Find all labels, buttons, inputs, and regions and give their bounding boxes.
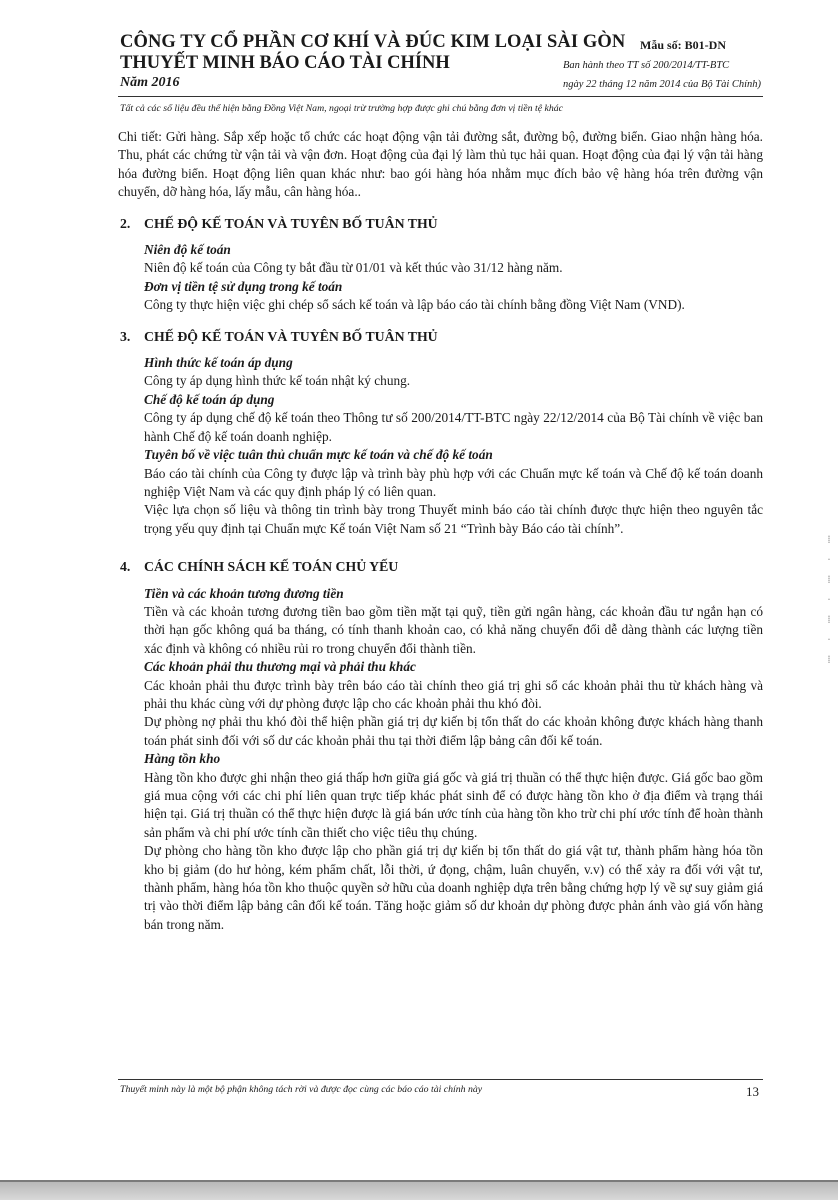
paragraph: Công ty áp dụng hình thức kế toán nhật ký chung. [144,373,411,389]
subsection-title: Các khoản phải thu thương mại và phải thu khác [144,659,416,675]
paragraph: Công ty áp dụng chế độ kế toán theo Thông tư số 200/2014/TT-BTC ngày 22/12/2014 của Bộ Tài chính về việc ban hành Chế độ kế toán doanh nghiệp. [144,410,763,444]
footer-divider [118,1079,763,1080]
subsection-title: Đơn vị tiền tệ sử dụng trong kế toán [144,278,343,294]
form-code: Mẫu số: B01-DN [640,38,726,52]
page-number: 13 [746,1084,759,1099]
paragraph: Việc lựa chọn số liệu và thông tin trình bày trong Thuyết minh báo cáo tài chính được thực hiện theo nguyên tắc trọng yếu quy định tại Chuẩn mực Kế toán Việt Nam số 21 “Trình bày Báo cáo tài chính”. [144,502,763,536]
section-2-heading [118,215,763,233]
paragraph: Dự phòng nợ phải thu khó đòi thể hiện phần giá trị dự kiến bị tổn thất do các khoản không được khách hàng thanh toán phát sinh đối với số dư các khoản phải thu tại thời điểm lập bảng cân đối kế toán. [144,714,763,748]
subsection-title: Niên độ kế toán [144,242,231,258]
paragraph: Niên độ kế toán của Công ty bắt đầu từ 01/01 và kết thúc vào 31/12 hàng năm. [144,260,563,276]
document-body [118,128,763,934]
intro-paragraph: Chi tiết: Gửi hàng. Sắp xếp hoặc tổ chức các hoạt động vận tải đường sắt, đường bộ, đường biển. Giao nhận hàng hóa. Thu, phát các chứng từ vận tải và vận đơn. Hoạt động của đại lý làm thủ tục hải quan. Hoạt động của đại lý vận tải hàng hóa đường biển. Hoạt động liên quan khác như: bao gói hàng hóa nhằm mục đích bảo vệ hàng hóa trên đường vận chuyển, dỡ hàng hóa, lấy mẫu, cân hàng hóa.. [118,129,763,200]
issued-by-line-2: ngày 22 tháng 12 năm 2014 của Bộ Tài Chính) [563,79,762,90]
report-title: THUYẾT MINH BÁO CÁO TÀI CHÍNH [120,53,450,73]
paragraph: Báo cáo tài chính của Công ty được lập và trình bày phù hợp với các Chuẩn mực kế toán và Chế độ kế toán doanh nghiệp Việt Nam và các quy định pháp lý có liên quan. [144,465,763,499]
section-number: 2. [120,215,131,231]
currency-note: Tất cả các số liệu đều thể hiện bằng Đồng Việt Nam, ngoại trừ trường hợp được ghi chú bằng đơn vị tiền tệ khác [120,103,563,114]
paragraph: Công ty thực hiện việc ghi chép sổ sách kế toán và lập báo cáo tài chính bằng đồng Việt Nam (VND). [144,297,685,313]
section-title: CHẾ ĐỘ KẾ TOÁN VÀ TUYÊN BỐ TUÂN THỦ [144,215,438,231]
section-title: CÁC CHÍNH SÁCH KẾ TOÁN CHỦ YẾU [144,559,399,575]
paragraph: Tiền và các khoản tương đương tiền bao gồm tiền mặt tại quỹ, tiền gửi ngân hàng, các khoản đầu tư ngắn hạn có thời hạn gốc không quá ba tháng, có tính thanh khoản cao, có khả năng chuyển đổi dễ dàng thành các lượng tiền xác định và không có nhiều rủi ro trong chuyển đổi thành tiền. [144,603,763,656]
issued-by-line-1: Ban hành theo TT số 200/2014/TT-BTC [563,60,730,71]
report-year: Năm 2016 [120,75,180,90]
subsection-title: Hình thức kế toán áp dụng [144,355,293,371]
section-3-heading [118,328,763,346]
section-4-heading [118,558,763,576]
subsection-title: Tuyên bố về việc tuân thủ chuẩn mực kế toán và chế độ kế toán [144,447,493,463]
section-number: 4. [120,559,131,575]
section-title: CHẾ ĐỘ KẾ TOÁN VÀ TUYÊN BỐ TUÂN THỦ [144,328,438,344]
footer-note: Thuyết minh này là một bộ phận không tách rời và được đọc cùng các báo cáo tài chính này [120,1084,483,1095]
scan-bottom-edge [0,1182,838,1200]
paragraph: Các khoản phải thu được trình bày trên báo cáo tài chính theo giá trị ghi sổ các khoản phải thu từ khách hàng và phải thu khác cùng với dự phòng được lập cho các khoản phải thu khó đòi. [144,677,763,711]
paragraph: Dự phòng cho hàng tồn kho được lập cho phần giá trị dự kiến bị tổn thất do giá vật tư, thành phẩm hàng hóa tồn kho bị giảm (do hư hỏng, kém phẩm chất, lỗi thời, ứ đọng, chậm, luân chuyển, v.v) có thể xảy ra đối với vật tư, thành phẩm, hàng hóa tồn kho thuộc quyền sở hữu của doanh nghiệp dựa trên bằng chứng hợp lý về sự suy giảm giá trị vào thời điểm lập bảng cân đối kế toán. Tăng hoặc giảm số dư khoản dự phòng được phản ánh vào giá vốn hàng bán trong năm. [144,843,763,932]
company-name: CÔNG TY CỔ PHẦN CƠ KHÍ VÀ ĐÚC KIM LOẠI SÀI GÒN [120,32,626,52]
scan-margin-marks: ⁞ · ⁞ · ⁞ · ⁞ [827,533,831,666]
subsection-title: Chế độ kế toán áp dụng [144,391,275,407]
subsection-title: Tiền và các khoản tương đương tiền [144,585,344,601]
section-number: 3. [120,328,131,344]
paragraph: Hàng tồn kho được ghi nhận theo giá thấp hơn giữa giá gốc và giá trị thuần có thể thực hiện được. Giá gốc bao gồm giá mua cộng với các chi phí liên quan trực tiếp khác phát sinh để có được hàng tồn kho ở địa điểm và trạng thái hiện tại. Giá trị thuần có thể thực hiện được là giá bán ước tính của hàng tồn kho trừ chi phí ước tính để hoàn thành sản phẩm và chi phí ước tính cần thiết cho việc tiêu thụ chúng. [144,769,763,840]
header-divider [118,96,763,97]
subsection-title: Hàng tồn kho [144,751,221,767]
